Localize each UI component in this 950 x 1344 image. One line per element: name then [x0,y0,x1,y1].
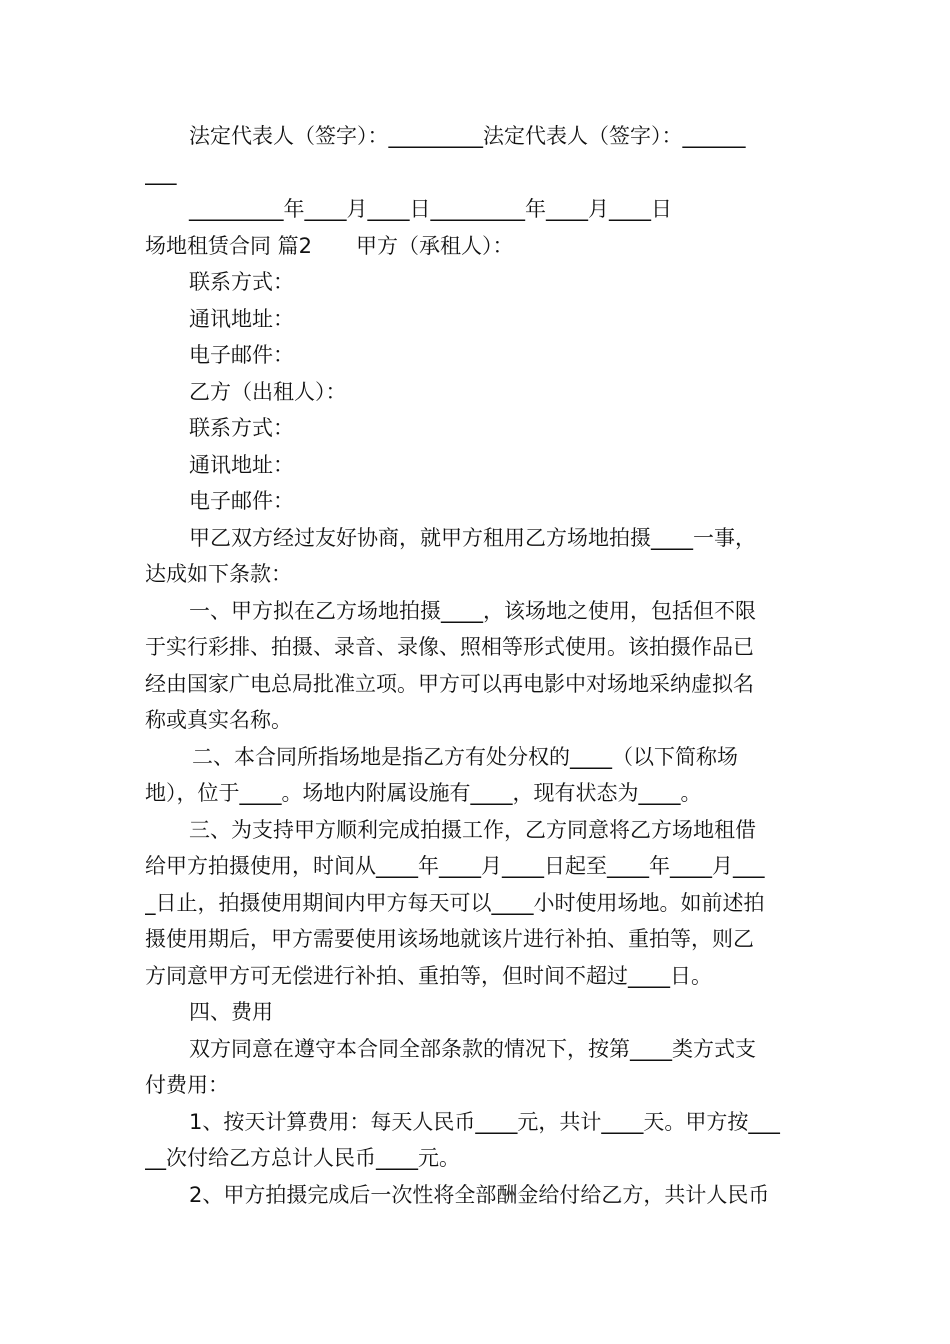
clause-2-line: 二、本合同所指场地是指乙方有处分权的____（以下简称场 [192,744,738,769]
clause-1-line: 经由国家广电总局批准立项。甲方可以再电影中对场地采纳虚拟名 [145,671,754,696]
fee-option-1-line: 1、按天计算费用：每天人民币____元，共计____天。甲方按___ [189,1109,780,1134]
party-a-email: 电子邮件： [189,343,294,367]
document-body [145,118,810,1213]
contract-title: 场地租赁合同 篇2 [145,233,313,258]
preamble-line: 达成如下条款： [145,562,292,586]
clause-3-line: _日止，拍摄使用期间内甲方每天可以____小时使用场地。如前述拍 [145,890,765,915]
clause-1-line: 一、甲方拟在乙方场地拍摄____，该场地之使用，包括但不限 [189,598,756,623]
party-b-label: 乙方（出租人）： [189,379,347,404]
party-b-email: 电子邮件： [189,489,294,513]
clause-3-line: 给甲方拍摄使用，时间从____年____月____日起至____年____月___ [145,854,765,878]
clause-1-line: 称或真实名称。 [145,708,292,732]
fee-option-1-line: __次付给乙方总计人民币____元。 [145,1146,460,1170]
clause-3-line: 三、为支持甲方顺利完成拍摄工作，乙方同意将乙方场地租借 [189,817,756,842]
preamble-line: 甲乙双方经过友好协商，就甲方租用乙方场地拍摄____一事， [189,525,756,550]
date-line: _________年____月____日_________年____月____日 [189,197,672,221]
party-a-label: 甲方（承租人）： [356,233,514,258]
clause-1-line: 于实行彩排、拍摄、录音、录像、照相等形式使用。该拍摄作品已 [145,635,754,659]
contract-heading-row [145,228,810,265]
party-b-address: 通讯地址： [189,452,294,477]
clause-3-line: 方同意甲方可无偿进行补拍、重拍等，但时间不超过____日。 [145,963,712,988]
signature-line-continued: ___ [145,160,177,185]
clause-3-line: 摄使用期后，甲方需要使用该场地就该片进行补拍、重拍等，则乙 [145,927,754,951]
party-a-contact: 联系方式： [189,270,294,294]
clause-4-heading: 四、费用 [189,1000,273,1024]
clause-4-line: 付费用： [145,1073,229,1097]
clause-2-line: 地），位于____。场地内附属设施有____，现有状态为____。 [145,781,702,805]
clause-4-line: 双方同意在遵守本合同全部条款的情况下，按第____类方式支 [189,1036,756,1061]
party-a-address: 通讯地址： [189,306,294,331]
party-b-contact: 联系方式： [189,416,294,440]
signature-line: 法定代表人（签字）：_________法定代表人（签字）：______ [189,124,746,148]
fee-option-2-line: 2、甲方拍摄完成后一次性将全部酬金给付给乙方，共计人民币 [189,1182,770,1207]
